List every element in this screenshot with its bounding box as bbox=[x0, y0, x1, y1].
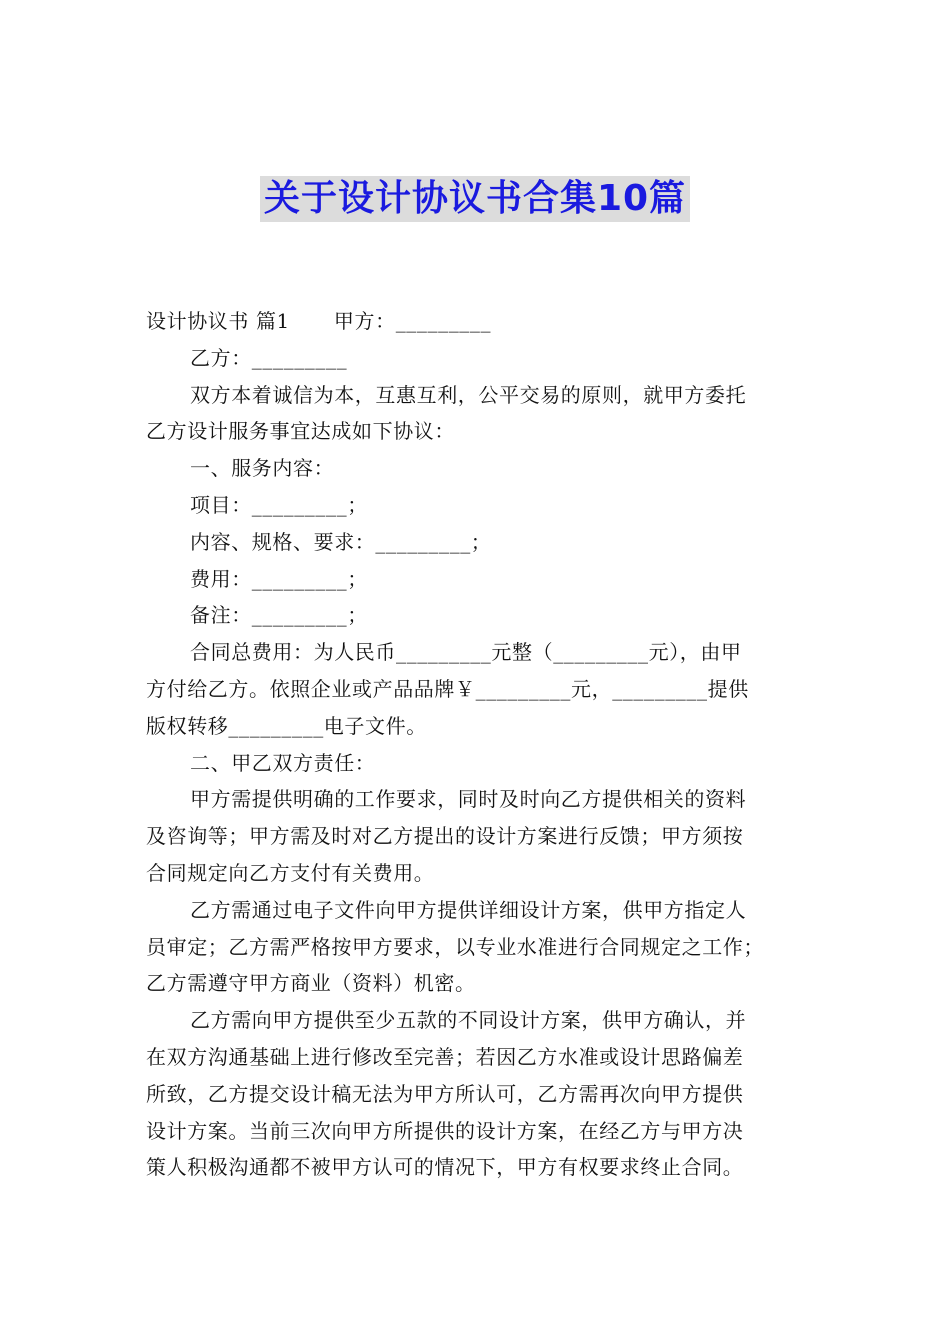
section-heading-responsibilities: 二、甲乙双方责任： bbox=[190, 750, 376, 775]
paragraph-line: 策人积极沟通都不被甲方认可的情况下，甲方有权要求终止合同。 bbox=[146, 1155, 744, 1180]
paragraph-line: 在双方沟通基础上进行修改至完善；若因乙方水准或设计思路偏差 bbox=[146, 1044, 744, 1069]
paragraph-line: 所致，乙方提交设计稿无法为甲方所认可，乙方需再次向甲方提供 bbox=[146, 1081, 744, 1106]
paragraph-line: 合同总费用：为人民币_________元整（_________元），由甲 bbox=[190, 640, 742, 665]
field-content-spec: 内容、规格、要求：_________； bbox=[190, 529, 492, 554]
document-title: 关于设计协议书合集10篇 bbox=[260, 176, 690, 222]
paragraph-line: 方付给乙方。依照企业或产品品牌￥_________元，_________提供 bbox=[146, 676, 749, 701]
section-heading-services: 一、服务内容： bbox=[190, 456, 335, 481]
field-remark: 备注：_________； bbox=[190, 603, 368, 628]
paragraph-line: 合同规定向乙方支付有关费用。 bbox=[146, 860, 435, 885]
paragraph-line: 及咨询等；甲方需及时对乙方提出的设计方案进行反馈；甲方须按 bbox=[146, 824, 744, 849]
paragraph-line: 设计方案。当前三次向甲方所提供的设计方案，在经乙方与甲方决 bbox=[146, 1118, 744, 1143]
paragraph-line: 双方本着诚信为本，互惠互利，公平交易的原则，就甲方委托 bbox=[190, 382, 747, 407]
section-label: 设计协议书 篇1 bbox=[146, 309, 290, 333]
field-fee: 费用：_________； bbox=[190, 566, 368, 591]
document-body bbox=[146, 303, 816, 1186]
paragraph-line: 员审定；乙方需严格按甲方要求，以专业水准进行合同规定之工作； bbox=[146, 934, 764, 959]
title-wrap bbox=[0, 176, 950, 222]
field-project: 项目：_________； bbox=[190, 492, 368, 517]
paragraph-line: 甲方需提供明确的工作要求，同时及时向乙方提供相关的资料 bbox=[190, 787, 747, 812]
paragraph-line: 乙方需遵守甲方商业（资料）机密。 bbox=[146, 971, 476, 996]
party-b-field: 乙方：_________ bbox=[190, 345, 348, 370]
paragraph-line: 乙方需向甲方提供至少五款的不同设计方案，供甲方确认，并 bbox=[190, 1008, 747, 1033]
paragraph-line: 版权转移_________电子文件。 bbox=[146, 713, 427, 738]
party-a-field: 甲方：_________ bbox=[333, 309, 492, 333]
paragraph-line: 乙方需通过电子文件向甲方提供详细设计方案，供甲方指定人 bbox=[190, 897, 747, 922]
line-section-heading bbox=[146, 303, 816, 340]
paragraph-line: 乙方设计服务事宜达成如下协议： bbox=[146, 419, 455, 444]
